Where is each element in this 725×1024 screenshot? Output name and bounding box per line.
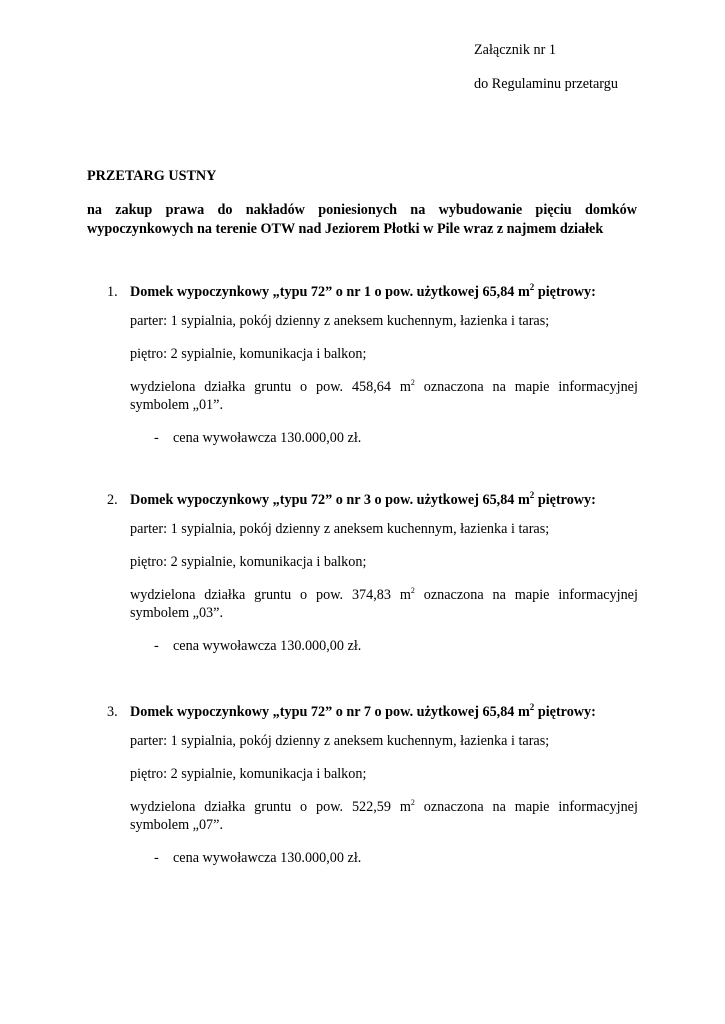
bullet-dash: - [154,430,159,446]
item-number: 3. [107,704,118,720]
starting-price: cena wywoławcza 130.000,00 zł. [173,430,362,446]
item-price [87,849,638,867]
bullet-dash: - [154,638,159,654]
list-item [87,703,638,867]
document-title: PRZETARG USTNY [87,168,217,184]
item-first-floor: piętro: 2 sypialnie, komunikacja i balkon; [130,554,367,570]
item-first-floor: piętro: 2 sypialnie, komunikacja i balkon; [130,766,367,782]
list-item [87,283,638,447]
item-plot-description: wydzielona działka gruntu o pow. 374,83 $m^2$ oznaczona na mapie informacyjnej symbolem „03”. [130,586,638,621]
list-item [87,491,638,655]
item-plot-symbol: symbolem „07”. [130,817,223,833]
item-price [87,637,638,655]
starting-price: cena wywoławcza 130.000,00 zł. [173,850,362,866]
attachment-label: Załącznik nr 1 [474,42,556,58]
attachment-reference: do Regulaminu przetargu [474,76,618,92]
item-plot-symbol: symbolem „03”. [130,605,223,621]
document-subtitle: na zakup prawa do nakładów poniesionych na wybudowanie pięciu domków wypoczynkowych na terenie OTW nad Jeziorem Płotki w Pile wraz z najmem działek [87,202,637,237]
item-title: Domek wypoczynkowy „typu 72” o nr 1 o pow. użytkowej 65,84 $m^2$ piętrowy: [130,282,596,300]
item-price [87,429,638,447]
item-number: 1. [107,284,118,300]
starting-price: cena wywoławcza 130.000,00 zł. [173,638,362,654]
item-ground-floor: parter: 1 sypialnia, pokój dzienny z aneksem kuchennym, łazienka i taras; [130,313,550,329]
bullet-dash: - [154,850,159,866]
item-plot-symbol: symbolem „01”. [130,397,223,413]
item-plot-description: wydzielona działka gruntu o pow. 522,59 $m^2$ oznaczona na mapie informacyjnej symbolem „07”. [130,798,638,833]
item-title: Domek wypoczynkowy „typu 72” o nr 7 o pow. użytkowej 65,84 $m^2$ piętrowy: [130,702,596,720]
item-plot-description: wydzielona działka gruntu o pow. 458,64 $m^2$ oznaczona na mapie informacyjnej symbolem „01”. [130,378,638,413]
item-ground-floor: parter: 1 sypialnia, pokój dzienny z aneksem kuchennym, łazienka i taras; [130,733,550,749]
item-title: Domek wypoczynkowy „typu 72” o nr 3 o pow. użytkowej 65,84 $m^2$ piętrowy: [130,490,596,508]
item-first-floor: piętro: 2 sypialnie, komunikacja i balkon; [130,346,367,362]
item-number: 2. [107,492,118,508]
item-ground-floor: parter: 1 sypialnia, pokój dzienny z aneksem kuchennym, łazienka i taras; [130,521,550,537]
